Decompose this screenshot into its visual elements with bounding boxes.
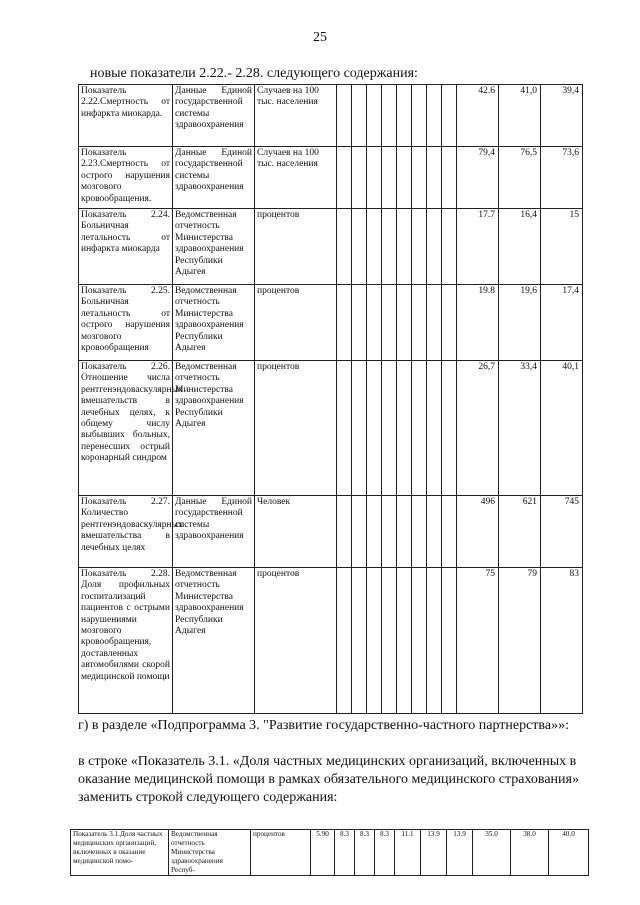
indicator-name-cell: Показатель 2.22.Смертность от инфаркта миокарда. [79,85,173,147]
empty-cell [397,285,412,361]
empty-cell [367,209,382,285]
indicators-table [78,84,583,714]
indicator-unit-cell: процентов [251,830,311,876]
empty-cell [412,496,427,568]
empty-cell [367,285,382,361]
value-cell: 83 [541,568,583,714]
value-cell: 621 [499,496,541,568]
value-cell: 745 [541,496,583,568]
empty-cell [397,85,412,147]
empty-cell [367,568,382,714]
indicator-source-cell: Ведомственная отчетность Министерства здравоохранения Республики Адыгея [173,285,255,361]
indicator-name-cell: Показатель 2.24. Больничная летальность от инфаркта миокарда [79,209,173,285]
empty-cell [367,361,382,496]
empty-cell [352,496,367,568]
value-cell: 5.90 [311,830,335,876]
replacement-paragraph: в строке «Показатель 3.1. «Доля частных медицинских организаций, включенных в оказание медицинской помощи в рамках обязательного медицинского страхования» заменить строкой следующего содержания: [78,754,579,805]
empty-cell [412,85,427,147]
empty-cell [427,147,442,209]
section-paragraph: г) в разделе «Подпрограмма 3. "Развитие государственно-частного партнерства»»: [78,718,569,733]
table-row [79,568,583,714]
empty-cell [337,568,352,714]
indicator-source-cell: Ведомственная отчетность Министерства здравоохранения Республики Адыгея [173,568,255,714]
value-cell: 39,4 [541,85,583,147]
empty-cell [382,285,397,361]
table-row [79,361,583,496]
empty-cell [352,85,367,147]
empty-cell [382,361,397,496]
empty-cell [412,209,427,285]
value-cell: 38.0 [511,830,549,876]
empty-cell [352,568,367,714]
empty-cell [337,85,352,147]
value-cell: 41,0 [499,85,541,147]
indicator-unit-cell: процентов [255,568,337,714]
indicator-source-cell: Данные Единой государственной системы здравоохранения [173,147,255,209]
empty-cell [367,85,382,147]
intro-line: новые показатели 2.22.- 2.28. следующего содержания: [90,66,418,81]
indicator-name-cell: Показатель 2.27. Количество рентгенэндоваскулярных вмешательства в лечебных целях [79,496,173,568]
empty-cell [412,361,427,496]
page-number: 25 [313,30,327,45]
table-row [79,285,583,361]
value-cell: 13.9 [421,830,447,876]
empty-cell [382,568,397,714]
value-cell: 13.9 [447,830,473,876]
value-cell: 16,4 [499,209,541,285]
empty-cell [412,147,427,209]
empty-cell [337,147,352,209]
empty-cell [442,568,457,714]
table-row [79,209,583,285]
empty-cell [442,85,457,147]
indicator-unit-cell: Случаев на 100 тыс. населения [255,85,337,147]
empty-cell [427,209,442,285]
value-cell: 26,7 [457,361,499,496]
table-row [79,147,583,209]
empty-cell [427,361,442,496]
empty-cell [442,496,457,568]
empty-cell [367,496,382,568]
indicator-name-cell: Показатель 2.26. Отношение числа рентгенэндоваскулярных вмешательств в лечебных целях, к общему числу выбывших больных, перенесших острый коронарный синдром [79,361,173,496]
value-cell: 76,5 [499,147,541,209]
empty-cell [442,285,457,361]
value-cell: 40,1 [541,361,583,496]
empty-cell [397,496,412,568]
indicator-source-cell: Ведомственная отчетность Министерства здравоохранения Респуб- [169,830,251,876]
empty-cell [352,285,367,361]
empty-cell [427,85,442,147]
table-row [79,496,583,568]
value-cell: 42.6 [457,85,499,147]
indicator-unit-cell: процентов [255,209,337,285]
table-row [79,85,583,147]
table-row [71,830,589,876]
value-cell: 17,4 [541,285,583,361]
empty-cell [442,147,457,209]
empty-cell [427,496,442,568]
indicator-source-cell: Данные Единой государственной системы здравоохранения [173,85,255,147]
value-cell: 11.1 [395,830,421,876]
value-cell: 8.3 [375,830,395,876]
indicator-source-cell: Ведомственная отчетность Министерства здравоохранения Республики Адыгея [173,361,255,496]
empty-cell [337,285,352,361]
empty-cell [442,209,457,285]
empty-cell [382,496,397,568]
empty-cell [412,568,427,714]
value-cell: 17.7 [457,209,499,285]
empty-cell [337,209,352,285]
value-cell: 73,6 [541,147,583,209]
empty-cell [412,285,427,361]
indicator-name-cell: Показатель 2.28. Доля профильных госпитализаций пациентов с острыми нарушениями мозгового кровообращения, доставленных автомобилями скорой медицинской помощи [79,568,173,714]
indicator-unit-cell: Человек [255,496,337,568]
indicator-3-1-table [70,829,589,876]
value-cell: 75 [457,568,499,714]
empty-cell [367,147,382,209]
value-cell: 79 [499,568,541,714]
indicator-name-cell: Показатель 2.25. Больничная летальность от острого нарушения мозгового кровообращения [79,285,173,361]
empty-cell [397,209,412,285]
value-cell: 33,4 [499,361,541,496]
value-cell: 35.0 [473,830,511,876]
empty-cell [382,147,397,209]
indicator-unit-cell: процентов [255,285,337,361]
value-cell: 19.8 [457,285,499,361]
value-cell: 40.0 [549,830,589,876]
empty-cell [337,496,352,568]
empty-cell [427,568,442,714]
indicator-name-cell: Показатель 2.23.Смертность от острого нарушения мозгового кровообращения. [79,147,173,209]
value-cell: 496 [457,496,499,568]
empty-cell [352,209,367,285]
empty-cell [397,147,412,209]
indicator-source-cell: Ведомственная отчетность Министерства здравоохранения Республики Адыгея [173,209,255,285]
empty-cell [397,361,412,496]
empty-cell [352,147,367,209]
empty-cell [442,361,457,496]
value-cell: 8.3 [335,830,355,876]
empty-cell [382,209,397,285]
empty-cell [382,85,397,147]
indicator-unit-cell: процентов [255,361,337,496]
value-cell: 79,4 [457,147,499,209]
empty-cell [352,361,367,496]
value-cell: 19,6 [499,285,541,361]
empty-cell [427,285,442,361]
indicator-name-cell: Показатель 3.1.Доля частных медицинских организаций, включенных в оказание медицинской помо- [71,830,169,876]
indicator-unit-cell: Случаев на 100 тыс. населения [255,147,337,209]
value-cell: 15 [541,209,583,285]
empty-cell [337,361,352,496]
value-cell: 8.3 [355,830,375,876]
empty-cell [397,568,412,714]
indicator-source-cell: Данные Единой государственной системы здравоохранения [173,496,255,568]
